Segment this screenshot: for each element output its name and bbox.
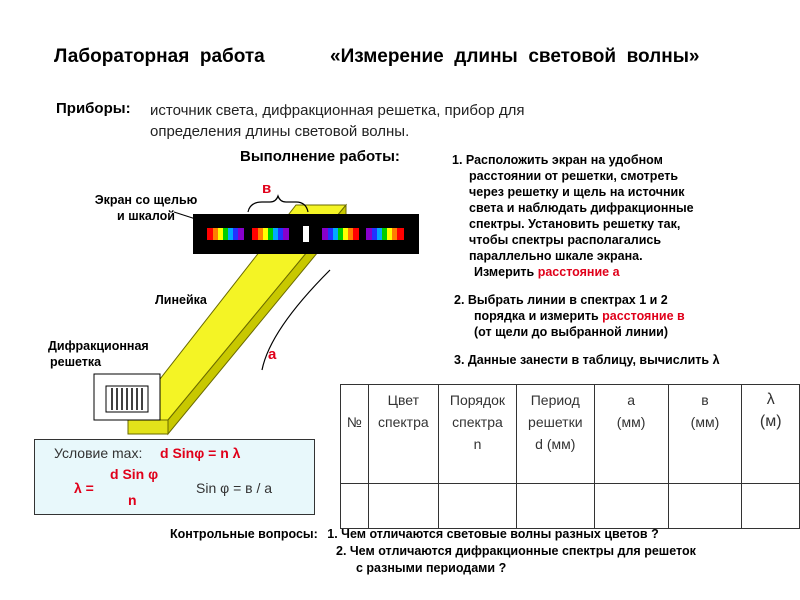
header-color	[368, 385, 438, 484]
step-1-line: параллельно шкале экрана.	[469, 249, 643, 263]
step-2-line-2	[454, 308, 685, 324]
step-1-line: расстоянии от решетки, смотреть	[469, 169, 679, 183]
procedure-title: Выполнение работы:	[240, 148, 400, 165]
spectrum-strip	[382, 228, 387, 240]
table-cell	[368, 484, 438, 529]
step-1-line: через решетку и щель на источник	[469, 185, 685, 199]
questions-label: Контрольные вопросы:	[170, 527, 318, 541]
spectrum-strip	[207, 228, 213, 240]
spectrum-strip	[252, 228, 258, 240]
condition-formula: d Sinφ = n λ	[160, 445, 241, 461]
header-text: спектра	[378, 414, 429, 430]
header-b	[668, 385, 742, 484]
table-cell	[516, 484, 594, 529]
table-header-row	[341, 385, 800, 484]
page-title-left: Лабораторная работа	[54, 46, 265, 67]
table-cell	[742, 484, 800, 529]
spectrum-strip	[278, 228, 283, 240]
spectrum-strip	[322, 228, 328, 240]
spectrum-strip	[238, 228, 244, 240]
letter-a: а	[268, 346, 277, 363]
header-order	[439, 385, 517, 484]
spectrum-strip	[348, 228, 353, 240]
spectrum-strip	[392, 228, 397, 240]
page-title-right: «Измерение длины световой волны»	[330, 46, 700, 67]
question-2-line-1: 2. Чем отличаются дифракционные спектры для решеток	[336, 544, 696, 558]
header-text: решетки	[528, 414, 583, 430]
header-number	[341, 385, 369, 484]
table-cell	[439, 484, 517, 529]
header-lambda	[742, 385, 800, 484]
header-text: λ	[766, 391, 775, 408]
step-1	[452, 152, 694, 280]
step-3: 3. Данные занести в таблицу, вычислить λ	[454, 353, 720, 367]
header-text: Порядок	[449, 392, 506, 408]
spectrum-strip	[228, 228, 233, 240]
step-1-measure-red: расстояние а	[537, 265, 620, 279]
spectrum-strip	[218, 228, 223, 240]
spectrum-strip	[328, 228, 333, 240]
letter-b: в	[262, 180, 272, 197]
step-2-line: (от щели до выбранной линии)	[474, 325, 668, 339]
screen-label-line-1: Экран со щелью	[94, 193, 198, 207]
spectrum-strip	[213, 228, 218, 240]
spectrum-strip	[353, 228, 359, 240]
spectrum-strip	[397, 228, 404, 240]
step-1-line: спектры. Установить решетку так,	[469, 217, 681, 231]
step-1-measure-text: Измерить	[474, 265, 535, 279]
spectrum-strip	[258, 228, 263, 240]
spectrum-strip	[387, 228, 392, 240]
step-2-line-2-text: порядка и измерить	[474, 309, 599, 323]
devices-line-2: определения длины световой волны.	[150, 123, 410, 140]
table-row	[341, 484, 800, 529]
condition-label: Условие max:	[54, 445, 143, 461]
header-period	[516, 385, 594, 484]
control-questions	[170, 526, 696, 577]
spectrum-strip	[333, 228, 338, 240]
data-table	[340, 384, 800, 529]
fraction-numerator: d Sin φ	[110, 466, 159, 482]
spectrum-strip	[343, 228, 348, 240]
screen-with-slit	[193, 214, 419, 254]
spectrum-strip	[366, 228, 372, 240]
header-text: №	[346, 414, 362, 430]
header-text: в	[701, 392, 709, 408]
sin-relation: Sin φ = в / а	[196, 480, 273, 496]
header-text: а	[627, 392, 635, 408]
question-2-line-2: с разными периодами ?	[356, 561, 507, 575]
spectrum-strip	[377, 228, 382, 240]
step-1-line: света и наблюдать дифракционные	[469, 201, 694, 215]
step-2	[454, 292, 685, 340]
spectrum-strip	[338, 228, 343, 240]
grating-label-line-1: Дифракционная	[48, 339, 149, 353]
screen-label-line-2: и шкалой	[117, 209, 175, 223]
ruler-label: Линейка	[155, 293, 207, 307]
step-1-measure	[452, 264, 694, 280]
header-text: d (мм)	[535, 436, 576, 452]
diffraction-grating	[94, 374, 160, 420]
step-1-line: 1. Расположить экран на удобном	[452, 153, 663, 167]
spectrum-strip	[223, 228, 228, 240]
header-a	[594, 385, 668, 484]
spectrum-strip	[372, 228, 377, 240]
header-text: Цвет	[387, 392, 420, 408]
header-text: n	[473, 436, 482, 452]
table-cell	[594, 484, 668, 529]
questions-row-1	[170, 526, 696, 543]
header-text: спектра	[452, 414, 503, 430]
spectrum-strip	[263, 228, 268, 240]
spectrum-strip	[268, 228, 273, 240]
devices-line-1: источник света, дифракционная решетка, прибор для	[150, 102, 525, 119]
fraction-denominator: n	[128, 492, 137, 508]
screen-label	[86, 192, 206, 224]
step-1-line: чтобы спектры располагались	[469, 233, 662, 247]
spectrum-strip	[283, 228, 289, 240]
question-1: 1. Чем отличаются световые волны разных цветов ?	[327, 527, 659, 541]
grating-label-line-2: решетка	[50, 355, 102, 369]
spectrum-strip	[273, 228, 278, 240]
lambda-lhs: λ =	[74, 480, 94, 496]
header-text: (мм)	[616, 414, 646, 430]
grating-label	[48, 338, 149, 370]
slit	[303, 226, 309, 242]
table-cell	[668, 484, 742, 529]
step-2-line-2-red: расстояние в	[602, 309, 685, 323]
step-2-line: 2. Выбрать линии в спектрах 1 и 2	[454, 293, 668, 307]
header-text: (м)	[759, 413, 782, 430]
devices-label: Приборы:	[56, 100, 131, 117]
ruler-end-face	[128, 420, 168, 434]
header-text: Период	[530, 392, 580, 408]
table-cell	[341, 484, 369, 529]
spectrum-strip	[233, 228, 238, 240]
header-text: (мм)	[690, 414, 720, 430]
